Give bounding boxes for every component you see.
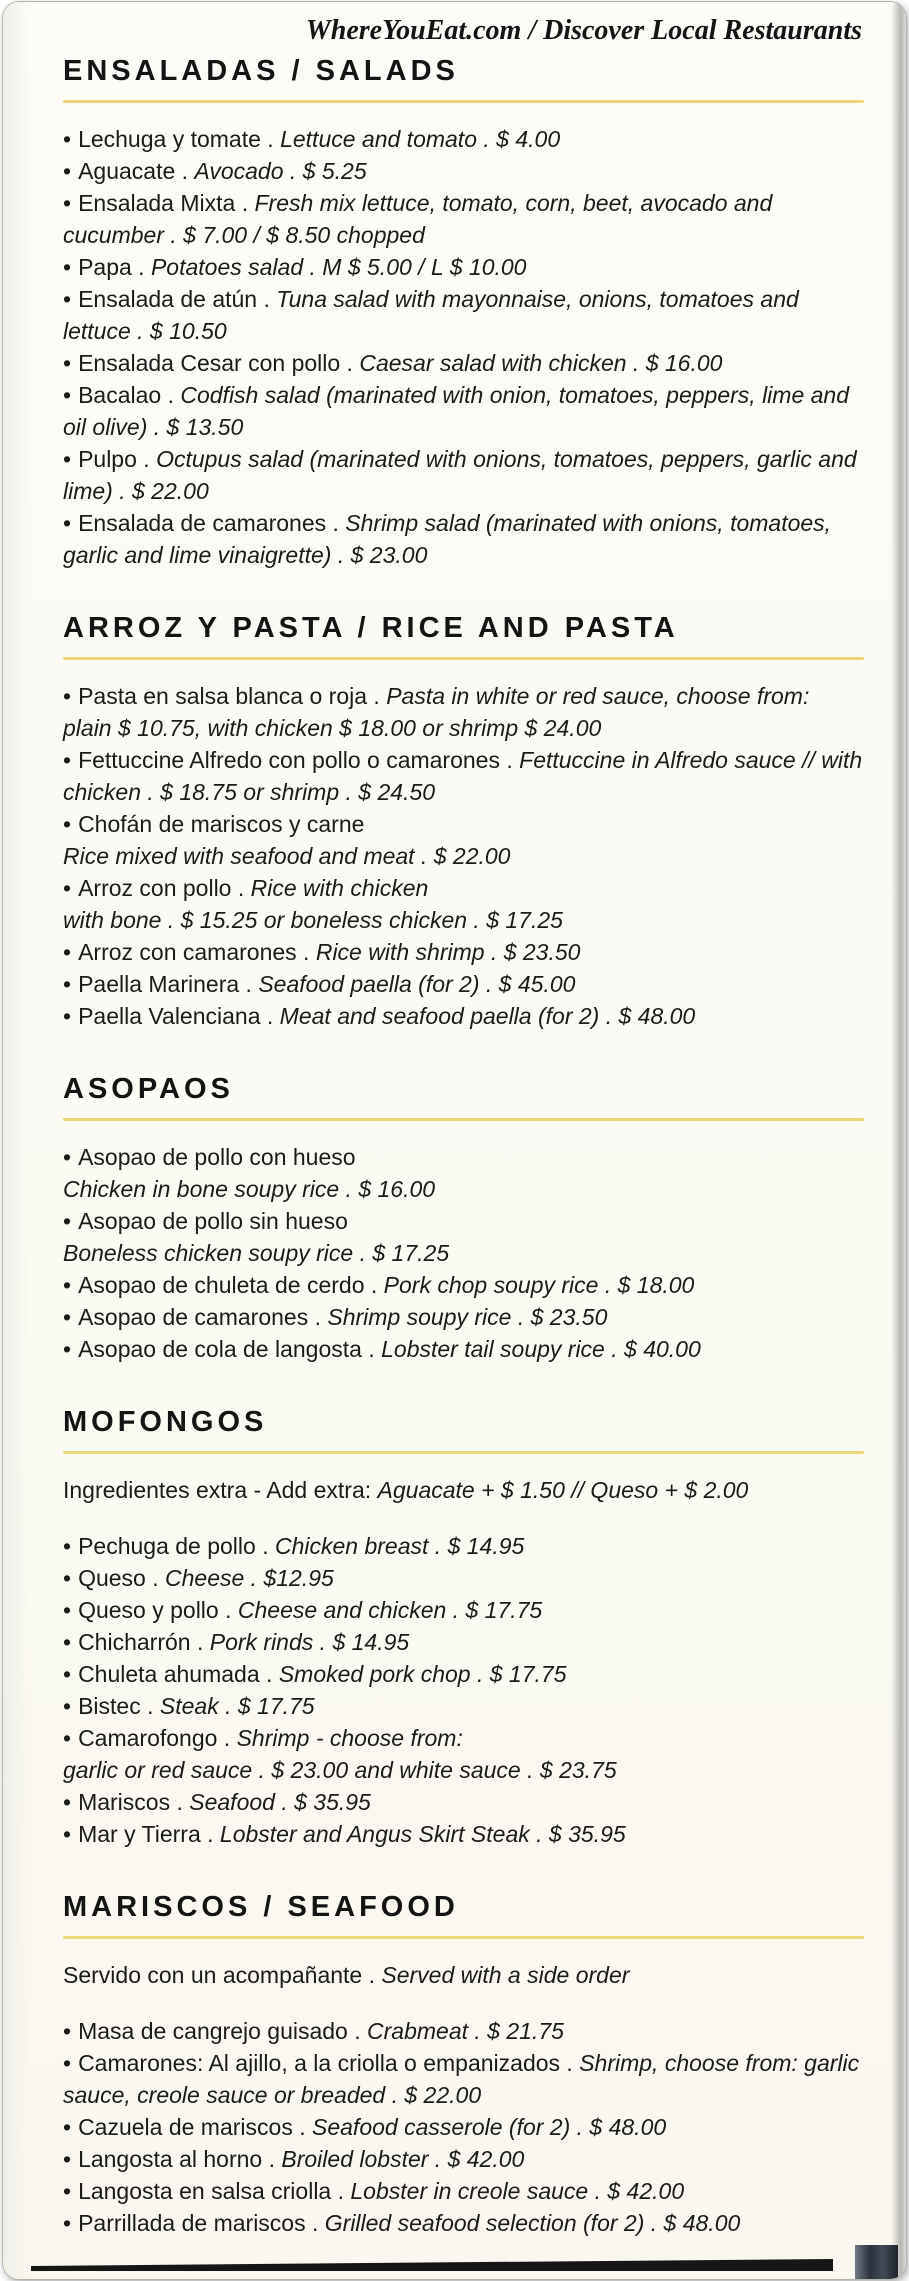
item-name-segment: Ensalada Cesar con pollo . bbox=[78, 350, 360, 376]
section-title: MOFONGOS bbox=[63, 1406, 268, 1438]
item-description-segment: Chicken breast . $ 14.95 bbox=[275, 1533, 525, 1559]
item-description-segment: Broiled lobster . $ 42.00 bbox=[281, 2146, 525, 2172]
menu-page bbox=[3, 2, 906, 2279]
bullet-icon: • bbox=[63, 382, 72, 408]
section-items bbox=[63, 2015, 864, 2239]
item-description-segment: Pork chop soupy rice . $ 18.00 bbox=[383, 1272, 695, 1298]
item-description-segment: Lobster in creole sauce . $ 42.00 bbox=[350, 2178, 685, 2204]
scan-bottom-shadow bbox=[31, 2259, 833, 2271]
section-title: ASOPAOS bbox=[63, 1073, 234, 1105]
bullet-icon: • bbox=[63, 1789, 72, 1815]
item-description-segment: Seafood . $ 35.95 bbox=[189, 1789, 371, 1815]
menu-item bbox=[63, 1000, 864, 1032]
menu-item bbox=[63, 1626, 864, 1658]
bullet-icon: • bbox=[63, 1336, 72, 1362]
menu-item bbox=[63, 1786, 864, 1818]
item-description-segment: Shrimp, choose from: garlic sauce, creole sauce or breaded . $ 22.00 bbox=[63, 2050, 860, 2108]
item-description-segment: Fettuccine in Alfredo sauce // with chicken . $ 18.75 or shrimp . $ 24.50 bbox=[63, 747, 863, 805]
menu-item bbox=[63, 1333, 864, 1365]
item-name-segment: Ensalada de camarones . bbox=[78, 510, 346, 536]
item-name-segment: Aguacate . bbox=[78, 158, 195, 184]
item-description-segment: Steak . $ 17.75 bbox=[159, 1693, 315, 1719]
section-underline bbox=[63, 1936, 864, 1939]
item-name-segment: Arroz con camarones . bbox=[78, 939, 316, 965]
item-description-segment: Aguacate + $ 1.50 // Queso + $ 2.00 bbox=[377, 1477, 749, 1503]
bullet-icon: • bbox=[63, 1272, 72, 1298]
item-description-segment: Lobster and Angus Skirt Steak . $ 35.95 bbox=[219, 1821, 626, 1847]
bullet-icon: • bbox=[63, 1661, 72, 1687]
section-items bbox=[63, 1530, 864, 1850]
item-name-segment: Mar y Tierra . bbox=[78, 1821, 220, 1847]
item-name-segment: Ensalada de atún . bbox=[78, 286, 277, 312]
bullet-icon: • bbox=[63, 126, 72, 152]
menu-item bbox=[63, 1690, 864, 1722]
menu-item bbox=[63, 2207, 864, 2239]
menu-item bbox=[63, 1269, 864, 1301]
photo-frame bbox=[3, 2, 906, 2279]
menu-item bbox=[63, 1530, 864, 1562]
item-description-segment: Shrimp soupy rice . $ 23.50 bbox=[327, 1304, 608, 1330]
bullet-icon: • bbox=[63, 971, 72, 997]
item-description-segment: Boneless chicken soupy rice . $ 17.25 bbox=[63, 1240, 450, 1266]
menu-section bbox=[63, 611, 864, 1032]
item-name-segment: Parrillada de mariscos . bbox=[78, 2210, 325, 2236]
section-title: ENSALADAS / SALADS bbox=[63, 55, 459, 87]
bullet-icon: • bbox=[63, 1597, 72, 1623]
menu-item bbox=[63, 283, 864, 347]
item-description-segment: Pasta in white or red sauce, choose from: plain $ 10.75, with chicken $ 18.00 or shrimp $ 24.00 bbox=[63, 683, 810, 741]
item-description-segment: Rice with shrimp . $ 23.50 bbox=[315, 939, 581, 965]
section-note bbox=[63, 1959, 864, 1991]
item-name-segment: Asopao de camarones . bbox=[78, 1304, 328, 1330]
menu-item bbox=[63, 968, 864, 1000]
section-items bbox=[63, 123, 864, 571]
bullet-icon: • bbox=[63, 811, 72, 837]
item-name-segment: Fettuccine Alfredo con pollo o camarones . bbox=[78, 747, 520, 773]
bullet-icon: • bbox=[63, 1693, 72, 1719]
item-name-segment: Paella Valenciana . bbox=[78, 1003, 280, 1029]
bullet-icon: • bbox=[63, 2018, 72, 2044]
item-description-segment: Chicken in bone soupy rice . $ 16.00 bbox=[63, 1176, 436, 1202]
item-description-segment: Shrimp - choose from: bbox=[236, 1725, 463, 1751]
item-name-segment: Mariscos . bbox=[78, 1789, 190, 1815]
section-underline bbox=[63, 1451, 864, 1454]
item-description-segment: garlic or red sauce . $ 23.00 and white sauce . $ 23.75 bbox=[63, 1757, 617, 1783]
menu-item bbox=[63, 1818, 864, 1850]
menu-item bbox=[63, 347, 864, 379]
menu-item bbox=[63, 379, 864, 443]
site-credit: WhereYouEat.com / Discover Local Restaurants bbox=[305, 15, 862, 46]
item-description-segment: Shrimp salad (marinated with onions, tomatoes, garlic and lime vinaigrette) . $ 23.00 bbox=[63, 510, 832, 568]
item-name-segment: Ingredientes extra - Add extra: bbox=[63, 1477, 378, 1503]
bullet-icon: • bbox=[63, 875, 72, 901]
item-name-segment: Langosta al horno . bbox=[78, 2146, 282, 2172]
menu-item bbox=[63, 1141, 864, 1205]
item-name-segment: Queso . bbox=[78, 1565, 165, 1591]
bullet-icon: • bbox=[63, 2114, 72, 2140]
section-items bbox=[63, 1141, 864, 1365]
item-description-segment: Codfish salad (marinated with onion, tomatoes, peppers, lime and oil olive) . $ 13.50 bbox=[63, 382, 849, 440]
item-name-segment: Pechuga de pollo . bbox=[78, 1533, 275, 1559]
menu-sections bbox=[63, 54, 864, 2239]
menu-item bbox=[63, 1205, 864, 1269]
item-name-segment: Asopao de cola de langosta . bbox=[78, 1336, 382, 1362]
bullet-icon: • bbox=[63, 158, 72, 184]
menu-item bbox=[63, 808, 864, 872]
item-name-segment: Ensalada Mixta . bbox=[78, 190, 255, 216]
menu-item bbox=[63, 507, 864, 571]
bullet-icon: • bbox=[63, 1144, 72, 1170]
item-description-segment: Tuna salad with mayonnaise, onions, tomatoes and lettuce . $ 10.50 bbox=[63, 286, 799, 344]
item-description-segment: Octupus salad (marinated with onions, tomatoes, peppers, garlic and lime) . $ 22.00 bbox=[63, 446, 857, 504]
item-name-segment: Chicharrón . bbox=[78, 1629, 210, 1655]
item-name-segment: Pasta en salsa blanca o roja . bbox=[78, 683, 387, 709]
item-name-segment: Queso y pollo . bbox=[78, 1597, 238, 1623]
bullet-icon: • bbox=[63, 1533, 72, 1559]
item-description-segment: with bone . $ 15.25 or boneless chicken . $ 17.25 bbox=[63, 907, 563, 933]
item-description-segment: Avocado . $ 5.25 bbox=[194, 158, 367, 184]
item-description-segment: Rice mixed with seafood and meat . $ 22.00 bbox=[63, 843, 511, 869]
bullet-icon: • bbox=[63, 747, 72, 773]
menu-item bbox=[63, 680, 864, 744]
bullet-icon: • bbox=[63, 1208, 72, 1234]
item-description-segment: Pork rinds . $ 14.95 bbox=[209, 1629, 410, 1655]
item-description-segment: Cheese . $12.95 bbox=[165, 1565, 334, 1591]
menu-item bbox=[63, 1562, 864, 1594]
bullet-icon: • bbox=[63, 939, 72, 965]
menu-item bbox=[63, 2111, 864, 2143]
section-title: MARISCOS / SEAFOOD bbox=[63, 1891, 459, 1923]
item-name-segment: Bistec . bbox=[78, 1693, 160, 1719]
item-description-segment: Crabmeat . $ 21.75 bbox=[367, 2018, 564, 2044]
menu-item bbox=[63, 2047, 864, 2111]
section-underline bbox=[63, 657, 864, 660]
bullet-icon: • bbox=[63, 1821, 72, 1847]
item-name-segment: Asopao de pollo con hueso bbox=[78, 1144, 356, 1170]
menu-item bbox=[63, 251, 864, 283]
bullet-icon: • bbox=[63, 510, 72, 536]
menu-section bbox=[63, 1405, 864, 1850]
menu-item bbox=[63, 744, 864, 808]
bullet-icon: • bbox=[63, 1304, 72, 1330]
section-note bbox=[63, 1474, 864, 1506]
menu-item bbox=[63, 187, 864, 251]
menu-item bbox=[63, 1594, 864, 1626]
menu-section bbox=[63, 54, 864, 571]
bullet-icon: • bbox=[63, 1725, 72, 1751]
item-name-segment: Pulpo . bbox=[78, 446, 157, 472]
menu-item bbox=[63, 443, 864, 507]
menu-section bbox=[63, 1072, 864, 1365]
item-description-segment: Lettuce and tomato . $ 4.00 bbox=[280, 126, 561, 152]
menu-item bbox=[63, 155, 864, 187]
bullet-icon: • bbox=[63, 446, 72, 472]
item-description-segment: Fresh mix lettuce, tomato, corn, beet, avocado and cucumber . $ 7.00 / $ 8.50 chopped bbox=[63, 190, 773, 248]
item-name-segment: Langosta en salsa criolla . bbox=[78, 2178, 351, 2204]
item-name-segment: Masa de cangrejo guisado . bbox=[78, 2018, 368, 2044]
bullet-icon: • bbox=[63, 683, 72, 709]
scan-corner-artifact bbox=[855, 2245, 898, 2279]
item-name-segment: Chofán de mariscos y carne bbox=[78, 811, 365, 837]
bullet-icon: • bbox=[63, 1565, 72, 1591]
bullet-icon: • bbox=[63, 1003, 72, 1029]
item-name-segment: Camarofongo . bbox=[78, 1725, 237, 1751]
bullet-icon: • bbox=[63, 2210, 72, 2236]
section-items bbox=[63, 680, 864, 1032]
menu-section bbox=[63, 1890, 864, 2239]
menu-content bbox=[63, 14, 864, 2239]
menu-item bbox=[63, 2015, 864, 2047]
item-description-segment: Grilled seafood selection (for 2) . $ 48.00 bbox=[324, 2210, 741, 2236]
item-name-segment: Paella Marinera . bbox=[78, 971, 259, 997]
bullet-icon: • bbox=[63, 2178, 72, 2204]
item-name-segment: Bacalao . bbox=[78, 382, 181, 408]
item-description-segment: Lobster tail soupy rice . $ 40.00 bbox=[381, 1336, 701, 1362]
item-name-segment: Servido con un acompañante . bbox=[63, 1962, 382, 1988]
section-underline bbox=[63, 100, 864, 103]
menu-item bbox=[63, 1301, 864, 1333]
bullet-icon: • bbox=[63, 2146, 72, 2172]
menu-item bbox=[63, 1722, 864, 1786]
item-description-segment: Cheese and chicken . $ 17.75 bbox=[237, 1597, 543, 1623]
item-description-segment: Seafood casserole (for 2) . $ 48.00 bbox=[312, 2114, 667, 2140]
paper-left-edge-shading bbox=[3, 2, 29, 2279]
item-description-segment: Rice with chicken bbox=[250, 875, 429, 901]
item-description-segment: Seafood paella (for 2) . $ 45.00 bbox=[258, 971, 576, 997]
section-underline bbox=[63, 1118, 864, 1121]
item-name-segment: Asopao de chuleta de cerdo . bbox=[78, 1272, 384, 1298]
item-name-segment: Arroz con pollo . bbox=[78, 875, 251, 901]
item-name-segment: Chuleta ahumada . bbox=[78, 1661, 279, 1687]
section-title: ARROZ Y PASTA / RICE AND PASTA bbox=[63, 612, 679, 644]
menu-item bbox=[63, 1658, 864, 1690]
item-description-segment: Potatoes salad . M $ 5.00 / L $ 10.00 bbox=[150, 254, 527, 280]
menu-item bbox=[63, 123, 864, 155]
bullet-icon: • bbox=[63, 190, 72, 216]
item-description-segment: Smoked pork chop . $ 17.75 bbox=[278, 1661, 567, 1687]
item-description-segment: Meat and seafood paella (for 2) . $ 48.00 bbox=[279, 1003, 696, 1029]
item-description-segment: Served with a side order bbox=[381, 1962, 630, 1988]
item-name-segment: Cazuela de mariscos . bbox=[78, 2114, 312, 2140]
bullet-icon: • bbox=[63, 2050, 72, 2076]
item-name-segment: Asopao de pollo sin hueso bbox=[78, 1208, 348, 1234]
bullet-icon: • bbox=[63, 1629, 72, 1655]
item-name-segment: Camarones: Al ajillo, a la criolla o empanizados . bbox=[78, 2050, 580, 2076]
menu-item bbox=[63, 2175, 864, 2207]
scanner-right-shadow bbox=[891, 2, 906, 2279]
bullet-icon: • bbox=[63, 350, 72, 376]
bullet-icon: • bbox=[63, 286, 72, 312]
menu-item bbox=[63, 872, 864, 936]
item-name-segment: Lechuga y tomate . bbox=[78, 126, 281, 152]
bullet-icon: • bbox=[63, 254, 72, 280]
item-name-segment: Papa . bbox=[78, 254, 151, 280]
menu-item bbox=[63, 2143, 864, 2175]
item-description-segment: Caesar salad with chicken . $ 16.00 bbox=[359, 350, 723, 376]
menu-item bbox=[63, 936, 864, 968]
